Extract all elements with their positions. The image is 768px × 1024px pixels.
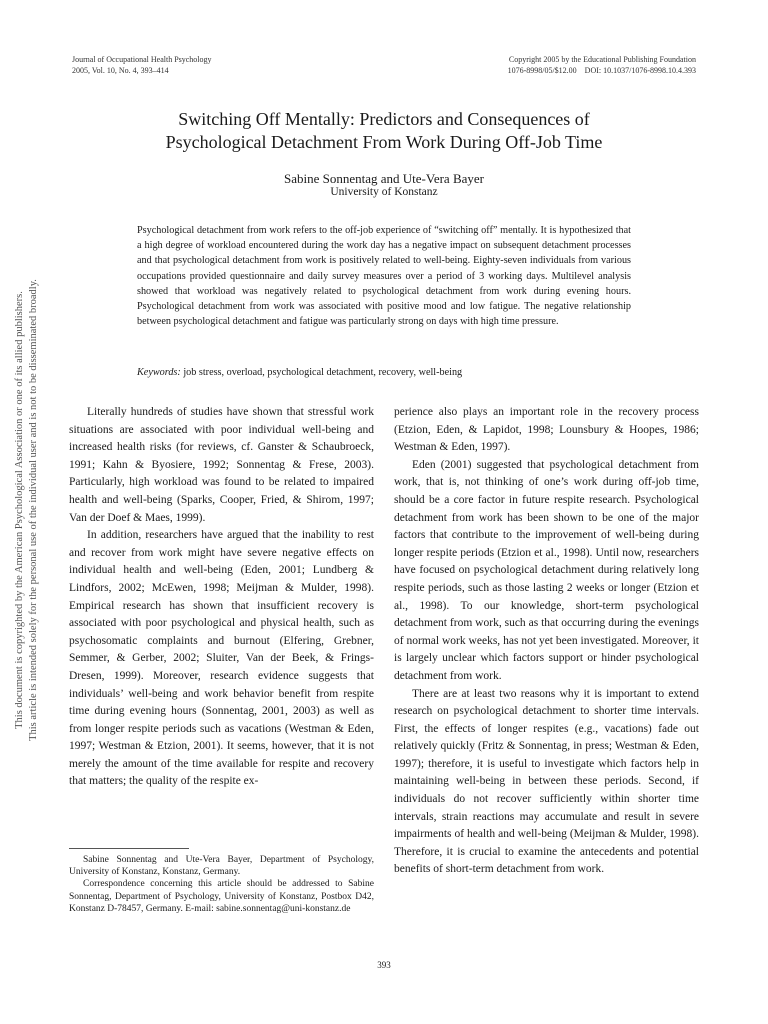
author-footnote [69, 854, 374, 915]
paragraph: Literally hundreds of studies have shown that stressful work situations are associated with poor individual well-being and increased health risks (for reviews, cf. Ganster & Schaubroeck, 1991; Kahn & Byosiere, 1992; Sonnentag & Frese, 2003). Particularly, high workload was found to be related to impaired health and well-being (Sparks, Cooper, Fried, & Shirom, 1997; Van der Doef & Maes, 1999). [69, 406, 374, 524]
copyright-line: Copyright 2005 by the Educational Publishing Foundation [508, 55, 696, 64]
issn-doi-line: 1076-8998/05/$12.00 DOI: 10.1037/1076-8998.10.4.393 [507, 65, 696, 75]
copyright-header [508, 55, 696, 76]
body-column-left [69, 404, 374, 791]
footnote-correspondence: Correspondence concerning this article should be addressed to Sabine Sonnentag, Department of Psychology, University of Konstanz, Postbox D42, Konstanz D-78457, Germany. E-mail: sabine.sonnentag@uni-konstanz.de [69, 879, 374, 914]
affiliation: University of Konstanz [330, 186, 438, 198]
footnote-divider [69, 848, 189, 849]
paragraph: perience also plays an important role in the recovery process (Etzion, Eden, & Lapidot, 1998; Lounsbury & Hoopes, 1986; Westman & Eden, 1997). [394, 406, 699, 454]
footnote-affiliation: Sabine Sonnentag and Ute-Vera Bayer, Department of Psychology, University of Konstanz, Konstanz, Germany. [69, 855, 374, 878]
body-column-right [394, 404, 699, 879]
keywords-label: Keywords: [137, 367, 181, 378]
keywords [137, 366, 631, 380]
abstract: Psychological detachment from work refers to the off-job experience of “switching off” mentally. It is hypothesized that a high degree of workload encountered during the work day has a negative impact on subsequent detachment processes and that psychological detachment from work is positively related to well-being. Eighty-seven individuals from various occupations provided questionnaire and daily survey measures over a period of 3 working days. Multilevel analysis showed that workload was negatively related to psychological detachment from work during evening hours. Psychological detachment from work was associated with positive mood and low fatigue. The negative relationship between psychological detachment and fatigue was particularly strong on days with high time pressure. [137, 225, 631, 328]
journal-name: Journal of Occupational Health Psychology [72, 55, 212, 64]
page-number: 393 [377, 960, 391, 970]
keywords-list: job stress, overload, psychological detachment, recovery, well-being [183, 367, 463, 378]
article-title [60, 108, 708, 154]
title-line-2: Psychological Detachment From Work During Off-Job Time [165, 132, 603, 152]
paragraph: Eden (2001) suggested that psychological detachment from work, that is, not thinking of one’s work during off-job time, should be a core factor in future respite research. Psychological detachment from work has been shown to be one of the major factors that contribute to the improvement of well-being during longer respite periods (Etzion et al., 1998). Until now, researchers have focused on psychological detachment during relatively long respite periods, such as those lasting 2 weeks or longer (Etzion et al., 1998). To our knowledge, short-term psychological detachment from work, such as that occurring during the evenings of normal work weeks, has not yet been investigated. Moreover, it is largely unclear which factors support or hinder psychological detachment from work. [394, 458, 699, 682]
journal-header [72, 55, 212, 76]
authors: Sabine Sonnentag and Ute-Vera Bayer [284, 171, 484, 186]
title-line-1: Switching Off Mentally: Predictors and Consequences of [178, 109, 590, 129]
copyright-notice-text: This document is copyrighted by the American Psychological Association or one of its allied publishers. [14, 291, 25, 729]
usage-notice-text: This article is intended solely for the personal use of the individual user and is not to be disseminated broadly. [28, 279, 39, 741]
usage-notice-vertical [22, 20, 46, 1000]
paragraph: There are at least two reasons why it is important to extend research on psychological detachment to shorter time intervals. First, the effects of longer respites (e.g., vacations) fade out relatively quickly (Fritz & Sonnentag, in press; Westman & Eden, 1997); therefore, it is useful to investigate which factors help in maintaining well-being in between these periods. Second, if individuals do not recover sufficiently within shorter time intervals, strain reactions may accumulate and result in severe impairments of health and well-being (Meijman & Mulder, 1998). Therefore, it is crucial to examine the antecedents and potential benefits of short-term detachment from work. [394, 687, 699, 876]
paragraph: In addition, researchers have argued that the inability to rest and recover from work might have severe negative effects on individual health and well-being (Eden, 2001; Lundberg & Lindfors, 2002; McEwen, 1998; Meijman & Mulder, 1998). Empirical research has shown that insufficient recovery is associated with poor psychological and physical health, such as psychosomatic complaints and burnout (Elfering, Grebner, Semmer, & Gerber, 2002; Sluiter, Van der Beek, & Frings-Dresen, 1999). Moreover, research evidence suggests that individuals’ well-being and work behavior benefit from respite time during evening hours (Sonnentag, 2001, 2003) as well as from longer respite periods such as vacations (Westman & Eden, 1997; Westman & Etzion, 2001). It seems, however, that it is not merely the amount of the time available for respite and recovery that matters; the quality of the respite ex- [69, 529, 374, 788]
journal-volume: 2005, Vol. 10, No. 4, 393–414 [72, 65, 169, 75]
